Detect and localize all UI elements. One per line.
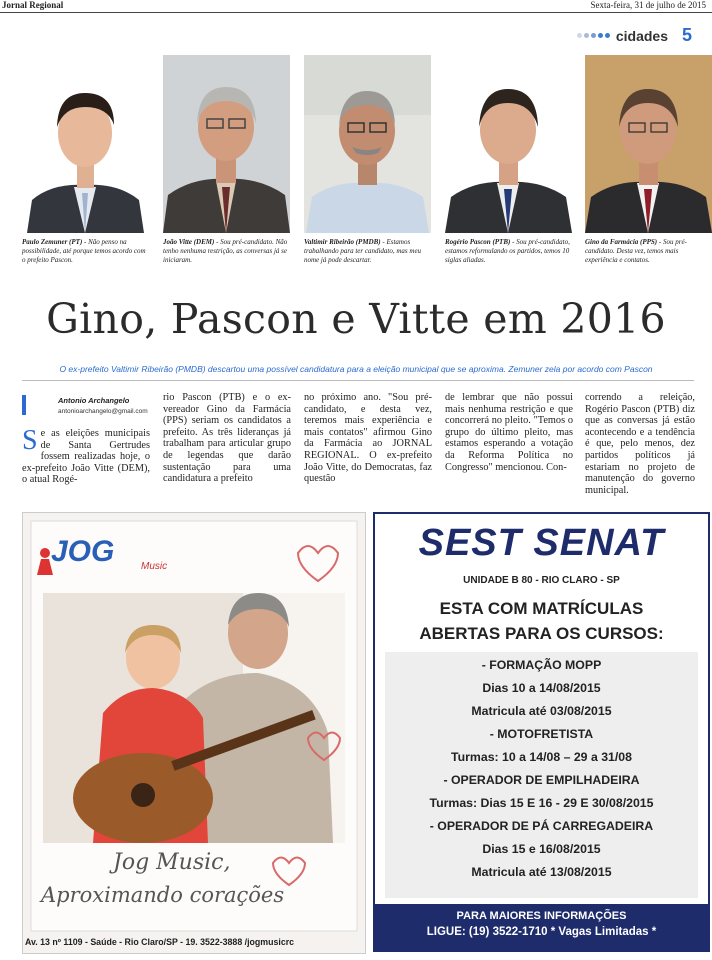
jog-logo: JOG [51,535,115,568]
jog-logo-sub: Music [141,561,168,572]
sest-senat-ad[interactable] [373,512,710,952]
jog-address: Av. 13 nº 1109 - Saúde - Rio Claro/SP - 19. 3522-3888 /jogmusicrc [25,937,295,947]
page-header [0,0,712,13]
caption-gino: Gino da Farmácia (PPS) - Sou pré-candidato. Desta vez, temos mais experiência e contatos. [585,238,687,264]
course-line: Matricula até 13/08/2015 [471,865,612,879]
caption-vitte: João Vitte (DEM) - Sou pré-candidato. Não tenho nenhuma restrição, as conversas já se iniciaram. [163,238,288,264]
photo-gino [585,55,712,233]
sest-headline-2: ABERTAS PARA OS CURSOS: [419,624,664,643]
course-line: - OPERADOR DE PÁ CARREGADEIRA [429,819,654,833]
article-column-5: correndo a releição, Rogério Pascon (PTB) diz que as conversas já estão acontecendo e a tendência é que, pelo menos, dez partidos políticos já estariam no projeto de manutenção do governo municipal. [585,392,695,496]
author-name: Antonio Archangelo [58,396,130,405]
course-line: - MOTOFRETISTA [489,727,594,741]
caption-zemuner: Paulo Zemuner (PT) - Não penso na possibilidade, até porque temos acordo com o prefeito Pascon. [22,238,146,264]
article-title: Gino, Pascon e Vitte em 2016 [46,295,666,343]
info-box [375,904,708,950]
course-line: - OPERADOR DE EMPILHADEIRA [443,773,640,787]
drop-cap: S [22,425,38,456]
sest-title: SEST SENAT [418,522,665,564]
author-email: antonioarchangelo@gmail.com [58,408,148,415]
dots-icon [577,33,610,38]
course-line: Turmas: 10 a 14/08 – 29 a 31/08 [451,750,632,764]
course-line: Dias 15 e 16/08/2015 [482,842,601,856]
article-column-1: Se as eleições municipais de Santa Gertrudes fossem realizadas hoje, o ex-prefeito João Vitte (DEM), o atual Rogé- [22,425,150,486]
jog-music-ad[interactable] [22,512,366,954]
article-subtitle: O ex-prefeito Valtimir Ribeirão (PMDB) descartou uma possível candidatura para a eleição municipal que se aproxima. Zemuner zela por acordo com Pascon [59,364,653,374]
section-label [577,25,692,46]
article-column-4: de lembrar que não possui mais nenhuma restrição e que concorrerá no pleito. "Temos o grupo do último pleito, mas estamos esperando a votação da Reforma Política no Congresso" mencionou. Con- [445,392,573,473]
photo-pascon [445,55,572,233]
course-list [385,652,698,898]
course-line: Matricula até 03/08/2015 [471,704,612,718]
section-name: cidades [615,27,668,44]
issue-date: Sexta-feira, 31 de julho de 2015 [590,0,706,10]
jog-slogan-line-1: Jog Music, [113,850,231,875]
newspaper-name: Jornal Regional [2,0,64,10]
article-column-3: no próximo ano. "Sou pré-candidato, e desta vez, teremos mais experiência e mais contatos" afirmou Gino da Farmácia ao JORNAL REGIONAL. O ex-prefeito João Vitte, do Democratas, faz questão [304,392,432,485]
photo-vitte [163,55,290,233]
jog-slogan-line-2: Aproximando corações [41,883,285,907]
info-heading: PARA MAIORES INFORMAÇÕES [456,910,627,922]
info-phone: LIGUE: (19) 3522-1710 * Vagas Limitadas * [426,926,657,938]
divider [22,380,694,381]
photo-ribeirao [304,55,431,233]
sest-unit: UNIDADE B 80 - RIO CLARO - SP [463,575,620,586]
photo-zemuner [22,55,149,233]
caption-ribeirao: Valtimir Ribeirão (PMDB) - Estamos trabalhando para ter candidato, mas meu nome já pode descartar. [304,238,422,264]
author-accent [22,395,26,415]
course-line: - FORMAÇÃO MOPP [481,658,602,672]
article-column-2: rio Pascon (PTB) e o ex-vereador Gino da Farmácia (PPS) seriam os candidatos a prefeito. As três lideranças já trabalham para articular grupo de legendas que darão sustentação para uma candidatura a prefeito [163,392,291,485]
page-number: 5 [681,25,692,45]
course-line: Dias 10 a 14/08/2015 [482,681,601,695]
sest-headline-1: ESTA COM MATRÍCULAS [439,599,644,618]
course-line: Turmas: Dias 15 E 16 - 29 E 30/08/2015 [429,796,654,810]
caption-pascon: Rogério Pascon (PTB) - Sou pré-candidato, estamos reformulando os partidos, temos 10 siglas aliadas. [445,238,570,264]
